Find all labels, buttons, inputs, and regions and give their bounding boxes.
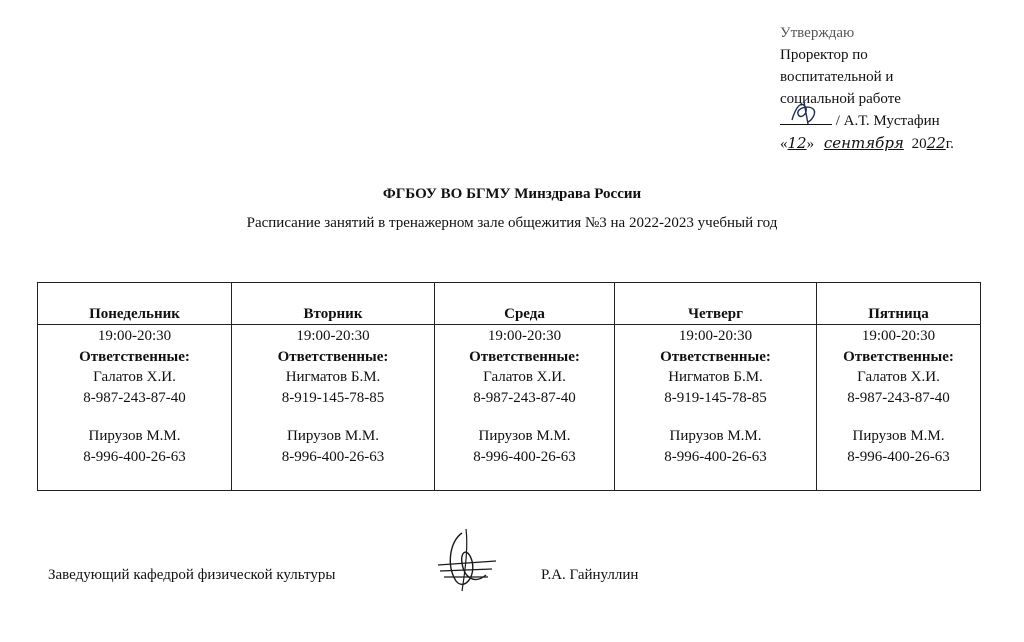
- responsible-phone: 8-987-243-87-40: [473, 389, 576, 406]
- approval-signature-icon: [786, 98, 826, 126]
- day-header-friday: Пятница: [817, 283, 981, 325]
- responsible-person: Пирузов М.М.: [669, 428, 762, 444]
- approval-line-position-3: социальной работе: [780, 91, 901, 107]
- responsible-phone: 8-996-400-26-63: [281, 448, 385, 465]
- responsible-person: Пирузов М.М.: [286, 428, 379, 444]
- responsible-label: Ответственные:: [469, 348, 580, 365]
- session-time: 19:00-20:30: [487, 328, 562, 344]
- responsible-person: Пирузов М.М.: [478, 428, 571, 444]
- schedule-body-row: [38, 325, 981, 491]
- responsible-person: Нигматов Б.М.: [668, 369, 763, 385]
- approval-signer-name: / А.Т. Мустафин: [835, 113, 940, 129]
- date-year-suffix: 22: [926, 134, 946, 152]
- date-close-quote: »: [806, 136, 815, 152]
- responsible-phone: 8-919-145-78-85: [281, 389, 385, 406]
- responsible-person: Галатов Х.И.: [93, 369, 176, 385]
- responsible-person: Галатов Х.И.: [483, 369, 566, 385]
- responsible-phone: 8-996-400-26-63: [473, 448, 576, 465]
- responsible-label: Ответственные:: [79, 348, 190, 365]
- approval-line-position-2: воспитательной и: [780, 69, 894, 85]
- schedule-table: [37, 282, 981, 491]
- responsible-phone: 8-919-145-78-85: [664, 389, 767, 406]
- head-position: Заведующий кафедрой физической культуры: [48, 567, 336, 583]
- approval-signature-slot: [780, 110, 832, 125]
- responsible-phone: 8-987-243-87-40: [847, 389, 950, 406]
- head-signature-icon: [432, 525, 502, 600]
- responsible-person: Нигматов Б.М.: [285, 369, 381, 385]
- responsible-person: Галатов Х.И.: [857, 369, 940, 385]
- responsible-label: Ответственные:: [277, 348, 389, 365]
- day-header-wednesday: Среда: [435, 283, 615, 325]
- schedule-cell-friday: [817, 325, 981, 491]
- day-header-thursday: Четверг: [615, 283, 817, 325]
- session-time: 19:00-20:30: [296, 328, 370, 344]
- schedule-cell-thursday: [615, 325, 817, 491]
- schedule-header-row: [38, 283, 981, 325]
- approval-block: [780, 22, 980, 155]
- schedule-cell-monday: [38, 325, 232, 491]
- approval-signer-line: [780, 110, 980, 132]
- responsible-label: Ответственные:: [660, 348, 771, 365]
- date-open-quote: «: [780, 136, 788, 152]
- session-time: 19:00-20:30: [678, 328, 753, 344]
- schedule-cell-tuesday: [232, 325, 435, 491]
- date-year-prefix: 20: [911, 136, 927, 152]
- approval-line-position-1: Проректор по: [780, 47, 868, 63]
- responsible-label: Ответственные:: [843, 348, 954, 365]
- responsible-phone: 8-996-400-26-63: [664, 448, 767, 465]
- responsible-phone: 8-987-243-87-40: [83, 389, 186, 406]
- date-year-unit: г.: [945, 136, 954, 152]
- schedule-cell-wednesday: [435, 325, 615, 491]
- schedule-title: Расписание занятий в тренажерном зале общежития №3 на 2022-2023 учебный год: [246, 215, 778, 231]
- approval-date: [780, 132, 980, 155]
- approval-line-approve: Утверждаю: [780, 25, 855, 41]
- responsible-phone: 8-996-400-26-63: [83, 448, 186, 465]
- date-month: сентября: [823, 134, 904, 152]
- day-header-tuesday: Вторник: [232, 283, 435, 325]
- session-time: 19:00-20:30: [97, 328, 172, 344]
- head-name: Р.А. Гайнуллин: [541, 567, 639, 583]
- responsible-phone: 8-996-400-26-63: [847, 448, 950, 465]
- responsible-person: Пирузов М.М.: [852, 428, 945, 444]
- session-time: 19:00-20:30: [861, 328, 936, 344]
- date-day: 12: [787, 134, 807, 152]
- organization-title: ФГБОУ ВО БГМУ Минздрава России: [382, 186, 642, 202]
- responsible-person: Пирузов М.М.: [88, 428, 181, 444]
- day-header-monday: Понедельник: [38, 283, 232, 325]
